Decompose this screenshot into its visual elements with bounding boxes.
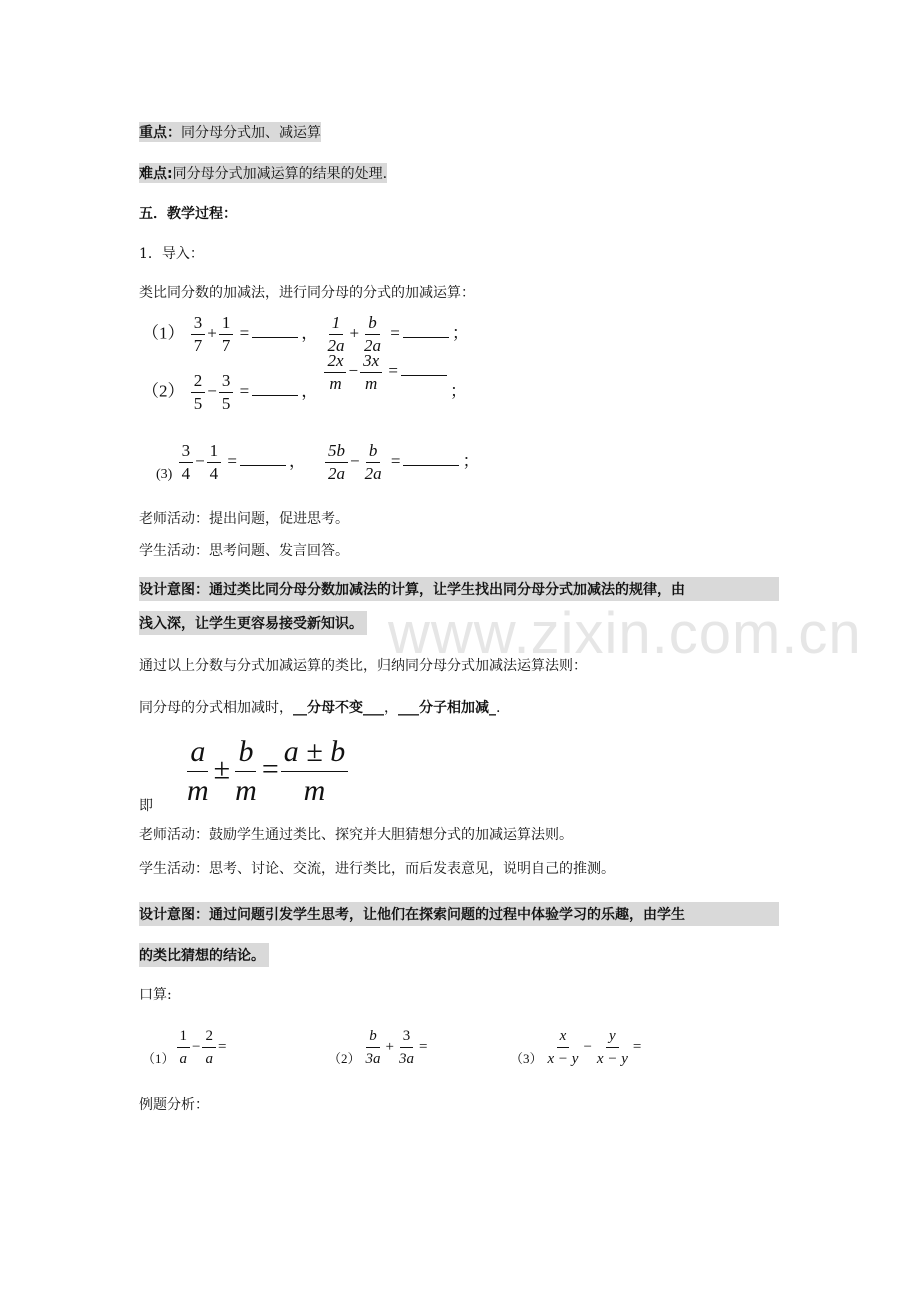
denominator: 5 (221, 394, 231, 413)
numerator: b (235, 733, 256, 772)
rule-text (139, 697, 500, 717)
formula-label: 即 (139, 798, 153, 814)
denominator: 4 (181, 464, 191, 483)
numerator: 2x (324, 350, 346, 373)
semicolon: ； (451, 323, 469, 343)
numerator: a (187, 733, 208, 772)
design-intent: 设计意图：通过类比同分母分数加减法的计算，让学生找出同分母分式加减法的规律，由 (139, 577, 779, 601)
denominator: x − y (547, 1051, 579, 1067)
operator: − (192, 1038, 201, 1055)
operator: + (349, 323, 360, 343)
denominator: a (205, 1051, 213, 1067)
numerator: 1 (207, 440, 222, 463)
watermark: www.zixin.com.cn (388, 601, 862, 666)
answer-blank (403, 451, 459, 466)
oral-label: （3） (510, 1050, 543, 1066)
step-title: 1．导入： (139, 246, 204, 262)
operator: − (195, 451, 205, 471)
rule-formula (182, 733, 350, 810)
rule-sep: ， (384, 700, 398, 716)
rule-blank-2: ___分子相加减_ (398, 700, 496, 716)
denominator: 7 (221, 336, 231, 355)
equals: = (632, 1038, 642, 1055)
answer-blank (403, 323, 449, 338)
numerator: b (366, 440, 381, 463)
design-intent-cont: 浅入深，让学生更容易接受新知识。 (139, 611, 367, 635)
denominator: m (235, 774, 257, 807)
numerator: 1 (177, 1025, 191, 1048)
key-point-label: 重点： (139, 125, 181, 141)
semicolon: ； (462, 451, 480, 471)
answer-blank (240, 451, 286, 466)
semicolon: ； (449, 381, 467, 401)
denominator: x − y (596, 1051, 628, 1067)
summary-text: 通过以上分数与分式加减运算的类比，归纳同分母分式加减法运算法则： (139, 658, 587, 674)
design-intent-2: 设计意图：通过问题引发学生思考，让他们在探索问题的过程中体验学习的乐趣，由学生 (139, 902, 779, 926)
rule-blank-1: __分母不变___ (293, 700, 384, 716)
equals: = (239, 381, 250, 401)
answer-blank (401, 361, 447, 376)
difficulty-label: 难点: (139, 166, 173, 182)
numerator: 2 (202, 1025, 216, 1048)
numerator: 3 (191, 312, 206, 335)
equals: = (217, 1038, 227, 1055)
rule-end: . (496, 700, 501, 716)
equals: = (261, 752, 279, 786)
operator: ± (213, 752, 231, 786)
numerator: 1 (219, 312, 234, 335)
numerator: b (366, 1025, 380, 1048)
equals: = (239, 323, 250, 343)
key-point-text: 同分母分式加、减运算 (181, 125, 321, 141)
operator: − (583, 1038, 592, 1055)
denominator: m (303, 774, 326, 807)
denominator: 3a (398, 1051, 414, 1067)
intro-text: 类比同分数的加减法，进行同分母的分式的加减运算： (139, 285, 475, 301)
equals: = (390, 323, 400, 343)
answer-blank (252, 381, 298, 396)
oral-label: （1） (142, 1050, 175, 1066)
oral-label: （2） (328, 1050, 361, 1066)
oral-item-3 (510, 1025, 641, 1070)
operator: + (385, 1038, 394, 1055)
numerator: a ± b (281, 733, 348, 772)
denominator: m (187, 774, 209, 807)
denominator: 3a (365, 1051, 381, 1067)
numerator: 2 (191, 370, 206, 393)
denominator: a (179, 1051, 188, 1067)
answer-blank (252, 323, 298, 338)
comma: ， (301, 323, 319, 343)
exercise-label: (3) (156, 467, 173, 483)
denominator: 5 (193, 394, 203, 413)
exercise-label: （1） (142, 323, 185, 343)
numerator: 3 (400, 1025, 414, 1048)
comma: ， (301, 381, 319, 401)
operator: − (350, 451, 360, 471)
numerator: 5b (325, 440, 348, 463)
denominator: m (329, 374, 342, 393)
numerator: 1 (329, 312, 344, 335)
student-activity-2: 学生活动：思考、讨论、交流，进行类比，而后发表意见，说明自己的推测。 (139, 861, 615, 877)
operator: + (207, 323, 217, 343)
oral-item-2 (328, 1025, 427, 1070)
difficulty (139, 163, 387, 183)
student-activity: 学生活动：思考问题、发言回答。 (139, 543, 349, 559)
example-title: 例题分析： (139, 1097, 209, 1113)
denominator: 7 (193, 336, 203, 355)
equals: = (390, 451, 401, 471)
exercise-2 (142, 351, 467, 415)
oral-item-1 (142, 1025, 226, 1070)
denominator: 2a (364, 336, 382, 355)
operator: − (207, 381, 217, 401)
denominator: 2a (328, 464, 346, 483)
teacher-activity: 老师活动：提出问题，促进思考。 (139, 511, 349, 527)
oral-title: 口算: (139, 987, 172, 1003)
denominator: m (364, 374, 378, 393)
difficulty-text: 同分母分式加减运算的结果的处理. (172, 166, 388, 182)
denominator: 4 (209, 464, 219, 483)
denominator: 2a (364, 464, 382, 483)
exercise-1 (142, 312, 469, 357)
section-title: 五．教学过程： (139, 206, 237, 222)
rule-prefix: 同分母的分式相加减时， (139, 700, 293, 716)
numerator: 3 (179, 440, 194, 463)
denominator: 2a (327, 336, 345, 355)
exercise-3 (156, 440, 479, 485)
operator: − (348, 361, 359, 381)
equals: = (418, 1038, 428, 1055)
design-intent-2-cont: 的类比猜想的结论。 (139, 943, 269, 967)
teacher-activity-2: 老师活动：鼓励学生通过类比、探究并大胆猜想分式的加减运算法则。 (139, 827, 573, 843)
numerator: 3 (219, 370, 234, 393)
equals: = (227, 451, 238, 471)
key-point (139, 122, 321, 142)
numerator: y (606, 1025, 619, 1048)
exercise-label: （2） (142, 381, 185, 401)
numerator: x (557, 1025, 570, 1048)
comma: ， (289, 451, 307, 471)
numerator: 3x (360, 350, 382, 373)
equals: = (388, 361, 398, 381)
numerator: b (365, 312, 380, 335)
